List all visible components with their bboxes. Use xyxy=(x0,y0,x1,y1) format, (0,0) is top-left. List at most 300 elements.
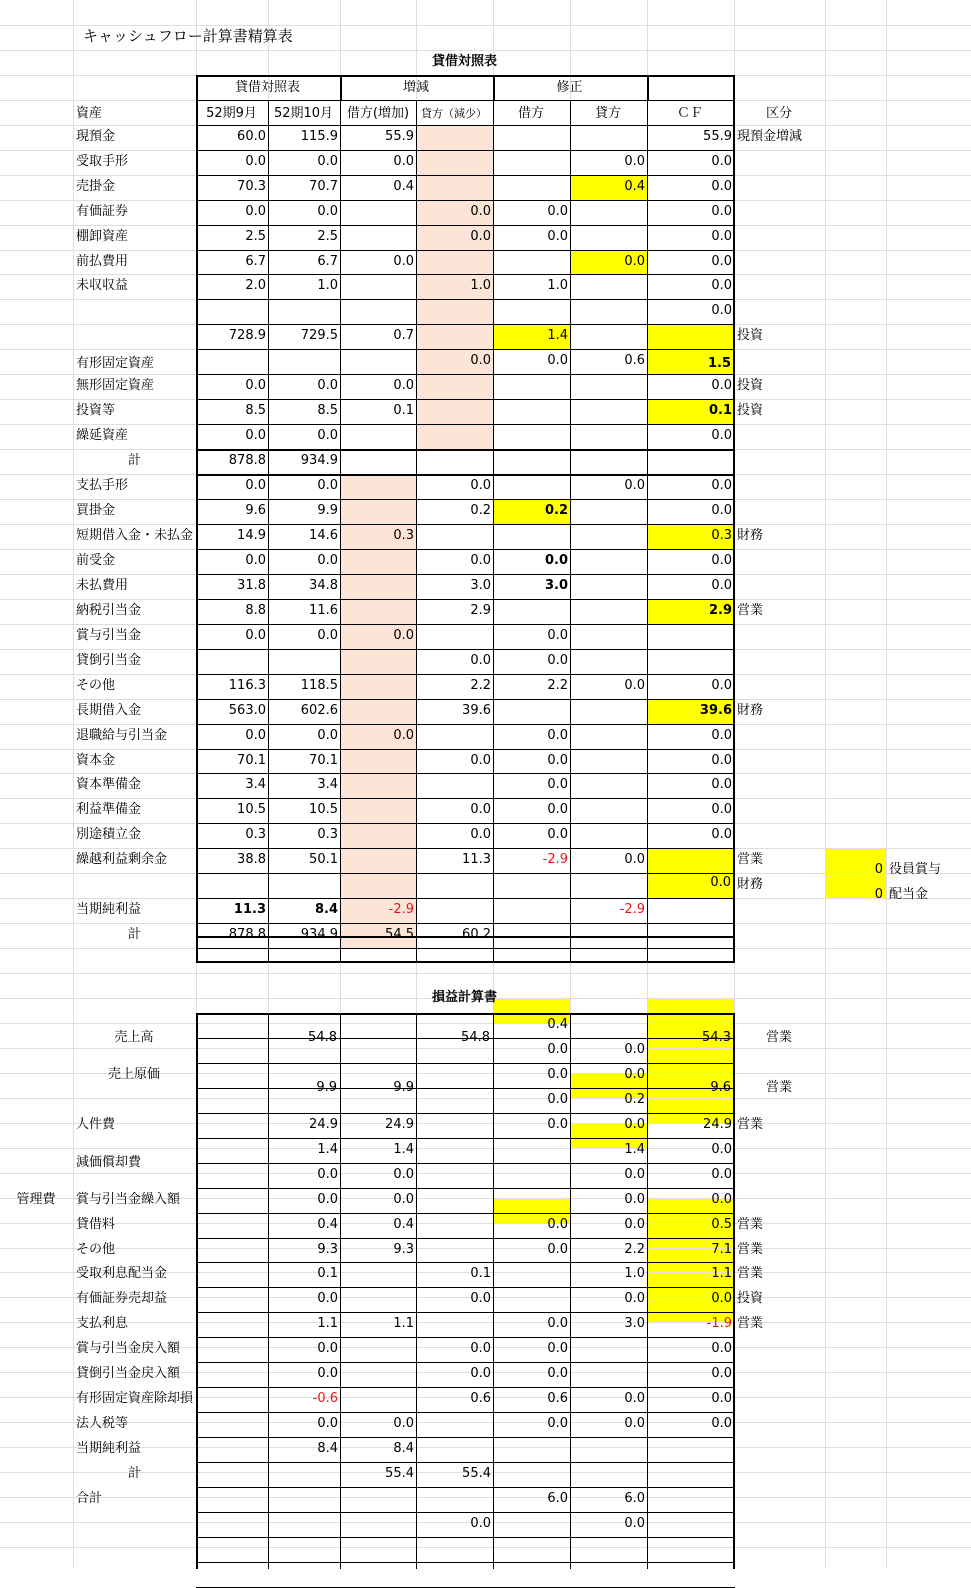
pl-section-title[interactable]: 損益計算書 xyxy=(431,990,497,1005)
bs-row-label[interactable]: 資本準備金 xyxy=(76,777,142,792)
pl-cell-d[interactable]: 0.0 xyxy=(393,1167,414,1182)
bs-cell-i[interactable]: 投資 xyxy=(737,378,764,393)
cogs-current[interactable]: 9.9 xyxy=(316,1080,337,1095)
pl-row-label[interactable]: 貸倒引当金戻入額 xyxy=(76,1366,181,1381)
cogs-cf[interactable]: 9.6 xyxy=(710,1080,731,1095)
pl-cell-g[interactable]: 0.0 xyxy=(624,1067,645,1082)
pl-row-label[interactable]: 有形固定資産除却損 xyxy=(76,1391,194,1406)
pl-cell-i[interactable]: 投資 xyxy=(737,1291,764,1306)
bs-cell-c[interactable]: 8.5 xyxy=(317,403,338,418)
bs-cell-h[interactable]: 39.6 xyxy=(699,703,732,718)
pl-cell-c[interactable]: 0.0 xyxy=(317,1291,338,1306)
bs-cell-b[interactable]: 10.5 xyxy=(237,802,266,817)
pl-cell-g[interactable]: 6.0 xyxy=(624,1491,645,1506)
side-dividend-value[interactable]: 0 xyxy=(874,887,883,902)
bs-cell-c[interactable]: 34.8 xyxy=(309,578,338,593)
pl-cell-i[interactable]: 営業 xyxy=(737,1117,764,1132)
bs-cell-c[interactable]: 9.9 xyxy=(317,503,338,518)
label-depreciation[interactable]: 減価償却費 xyxy=(76,1155,142,1170)
bs-cell-h[interactable]: 0.0 xyxy=(711,503,732,518)
pl-cell-d[interactable]: 24.9 xyxy=(385,1117,414,1132)
bs-section-title[interactable]: 貸借対照表 xyxy=(431,54,497,69)
pl-cell-i[interactable]: 営業 xyxy=(737,1242,764,1257)
pl-cell-f[interactable]: 0.0 xyxy=(547,1366,568,1381)
bs-cell-c[interactable]: 0.0 xyxy=(317,628,338,643)
bs-cell-e[interactable]: 0.0 xyxy=(470,753,491,768)
bs-cell-e[interactable]: 2.2 xyxy=(470,678,491,693)
pl-cell-h[interactable]: 0.0 xyxy=(711,1291,732,1306)
bs-cell-c[interactable]: 0.0 xyxy=(317,478,338,493)
bs-cell-d[interactable]: 0.7 xyxy=(393,328,414,343)
bs-cell-h[interactable]: 2.9 xyxy=(708,603,732,618)
bs-row-label[interactable]: その他 xyxy=(76,678,116,693)
bs-cell-b[interactable]: 0.0 xyxy=(245,428,266,443)
pl-cell-c[interactable]: 0.1 xyxy=(317,1266,338,1281)
header-adjust-debit[interactable]: 借方 xyxy=(517,106,544,121)
bs-cell-d[interactable]: 0.0 xyxy=(393,628,414,643)
bs-cell-g[interactable]: 0.4 xyxy=(624,179,645,194)
pl-cell-e[interactable]: 0.0 xyxy=(470,1341,491,1356)
pl-cell-d[interactable]: 9.3 xyxy=(393,1242,414,1257)
bs-cell-c[interactable]: 0.0 xyxy=(317,378,338,393)
bs-cell-f[interactable]: 1.4 xyxy=(547,328,568,343)
bs-cell-d[interactable]: 0.4 xyxy=(393,179,414,194)
bs-cell-h[interactable]: 0.0 xyxy=(711,303,732,318)
pl-cell-g[interactable]: 0.0 xyxy=(624,1516,645,1531)
bs-cell-e[interactable]: 60.2 xyxy=(462,927,491,942)
bs-cell-e[interactable]: 0.2 xyxy=(470,503,491,518)
bs-cell-d[interactable]: -2.9 xyxy=(388,902,414,917)
bs-cell-h[interactable]: 0.1 xyxy=(708,403,732,418)
pl-cell-i[interactable]: 営業 xyxy=(737,1316,764,1331)
bs-cell-h[interactable]: 0.0 xyxy=(711,204,732,219)
bs-cell-f[interactable]: 0.0 xyxy=(547,753,568,768)
pl-cell-c[interactable]: 9.3 xyxy=(317,1242,338,1257)
bs-cell-b[interactable]: 728.9 xyxy=(228,328,266,343)
pl-cell-f[interactable]: 0.0 xyxy=(547,1217,568,1232)
pl-cell-d[interactable]: 1.1 xyxy=(393,1316,414,1331)
bs-row-label[interactable]: 前受金 xyxy=(76,553,116,568)
bs-cell-h[interactable]: 0.0 xyxy=(711,827,732,842)
pl-cell-h[interactable]: -1.9 xyxy=(706,1316,732,1331)
bs-cell-d[interactable]: 0.0 xyxy=(393,378,414,393)
bs-cell-b[interactable]: 0.0 xyxy=(245,478,266,493)
sales-category[interactable]: 営業 xyxy=(765,1030,792,1045)
bs-cell-d[interactable]: 0.0 xyxy=(393,254,414,269)
pl-cell-g[interactable]: 0.0 xyxy=(624,1117,645,1132)
bs-cell-b[interactable]: 8.8 xyxy=(245,603,266,618)
bs-cell-b[interactable]: 0.3 xyxy=(245,827,266,842)
header-credit-decrease[interactable]: 貸方（減少） xyxy=(421,107,487,120)
pl-cell-c[interactable]: -0.6 xyxy=(312,1391,338,1406)
pl-cell-e[interactable]: 0.1 xyxy=(470,1266,491,1281)
pl-cell-f[interactable]: 0.0 xyxy=(547,1242,568,1257)
bs-row-label[interactable]: 短期借入金・未払金 xyxy=(76,528,194,543)
side-officer-bonus-label[interactable]: 役員賞与 xyxy=(889,862,942,877)
bs-cell-c[interactable]: 8.4 xyxy=(314,902,338,917)
bs-row-label[interactable]: 納税引当金 xyxy=(76,603,142,618)
pl-row-label[interactable]: 合計 xyxy=(76,1491,103,1506)
pl-cell-g[interactable]: 0.0 xyxy=(624,1416,645,1431)
bs-cell-f[interactable]: 0.2 xyxy=(544,503,568,518)
pl-cell-h[interactable]: 0.5 xyxy=(711,1217,732,1232)
label-tangible-fixed-assets[interactable]: 有形固定資産 xyxy=(76,356,155,371)
side-dividend-label[interactable]: 配当金 xyxy=(889,887,929,902)
bs-cell-e[interactable]: 0.0 xyxy=(470,827,491,842)
bs-row-label[interactable]: 受取手形 xyxy=(76,154,129,169)
bs-row-label[interactable]: 無形固定資産 xyxy=(76,378,155,393)
header-curr-period[interactable]: 52期10月 xyxy=(273,106,334,121)
pl-row-label[interactable]: 人件費 xyxy=(76,1117,116,1132)
bs-cell-g[interactable]: 0.0 xyxy=(624,678,645,693)
pl-cell-h[interactable]: 0.0 xyxy=(711,1167,732,1182)
bs-row-label[interactable]: 支払手形 xyxy=(76,478,129,493)
bs-cell-e[interactable]: 3.0 xyxy=(470,578,491,593)
bs-cell-c[interactable]: 70.1 xyxy=(309,753,338,768)
bs-cell-e[interactable]: 0.0 xyxy=(470,478,491,493)
pl-row-label[interactable]: 賞与引当金戻入額 xyxy=(76,1341,181,1356)
bs-cell-f[interactable]: 0.0 xyxy=(547,802,568,817)
header-group-adjust[interactable]: 修正 xyxy=(556,80,583,95)
bs-cell-c[interactable]: 0.0 xyxy=(317,553,338,568)
bs-cell-h[interactable]: 0.0 xyxy=(711,678,732,693)
bs-cell-d[interactable]: 0.0 xyxy=(393,154,414,169)
pl-cell-f[interactable]: 0.0 xyxy=(547,1117,568,1132)
bs-cell-c[interactable]: 602.6 xyxy=(300,703,338,718)
pl-cell-c[interactable]: 8.4 xyxy=(317,1441,338,1456)
header-category[interactable]: 区分 xyxy=(765,106,792,121)
pl-cell-h[interactable]: 7.1 xyxy=(711,1242,732,1257)
pl-cell-g[interactable]: 0.2 xyxy=(624,1092,645,1107)
bs-cell-e[interactable]: 1.0 xyxy=(470,278,491,293)
bs-row-label[interactable]: 計 xyxy=(127,927,141,942)
bs-cell-i[interactable]: 現預金増減 xyxy=(737,129,803,144)
bs-cell-h[interactable]: 0.0 xyxy=(711,777,732,792)
pl-cell-e[interactable]: 0.6 xyxy=(470,1391,491,1406)
pl-cell-c[interactable]: 24.9 xyxy=(309,1117,338,1132)
pl-cell-d[interactable]: 8.4 xyxy=(393,1441,414,1456)
bs-cell-c[interactable]: 729.5 xyxy=(300,328,338,343)
bs-cell-b[interactable]: 70.3 xyxy=(237,179,266,194)
bs-cell-b[interactable]: 3.4 xyxy=(245,777,266,792)
bs-cell-e[interactable]: 0.0 xyxy=(470,653,491,668)
bs-cell-c[interactable]: 3.4 xyxy=(317,777,338,792)
bs-cell-c[interactable]: 0.3 xyxy=(317,827,338,842)
bs-cell-f[interactable]: 2.2 xyxy=(547,678,568,693)
sales-credit[interactable]: 54.8 xyxy=(461,1030,490,1045)
bs-cell-h[interactable]: 0.0 xyxy=(711,753,732,768)
bs-cell-h[interactable]: 0.0 xyxy=(711,154,732,169)
pl-cell-f[interactable]: 0.0 xyxy=(547,1416,568,1431)
bs-cell-h[interactable]: 0.3 xyxy=(711,528,732,543)
bs-cell-f[interactable]: -2.9 xyxy=(542,852,568,867)
bs-cell-h[interactable]: 0.0 xyxy=(711,728,732,743)
pl-cell-f[interactable]: 0.4 xyxy=(547,1017,568,1032)
bs-cell-f[interactable]: 1.0 xyxy=(547,278,568,293)
bs-cell-c[interactable]: 115.9 xyxy=(300,129,338,144)
pl-cell-c[interactable]: 0.0 xyxy=(317,1341,338,1356)
bs-cell-g[interactable]: 0.0 xyxy=(624,154,645,169)
pl-cell-g[interactable]: 0.0 xyxy=(624,1217,645,1232)
pl-cell-g[interactable]: 1.0 xyxy=(624,1266,645,1281)
bs-cell-h[interactable]: 0.0 xyxy=(711,478,732,493)
pl-cell-f[interactable]: 0.0 xyxy=(547,1067,568,1082)
bs-row-label[interactable]: 未払費用 xyxy=(76,578,129,593)
pl-row-label[interactable]: その他 xyxy=(76,1242,116,1257)
pl-cell-f[interactable]: 0.0 xyxy=(547,1042,568,1057)
bs-cell-b[interactable]: 9.6 xyxy=(245,503,266,518)
bs-cell-h[interactable]: 55.9 xyxy=(703,129,732,144)
bs-cell-e[interactable]: 0.0 xyxy=(470,802,491,817)
bs-row-label[interactable]: 別途積立金 xyxy=(76,827,142,842)
pl-cell-f[interactable]: 6.0 xyxy=(547,1491,568,1506)
bs-cell-f[interactable]: 0.0 xyxy=(547,653,568,668)
pl-cell-g[interactable]: 2.2 xyxy=(624,1242,645,1257)
bs-cell-h[interactable]: 0.0 xyxy=(711,278,732,293)
bs-row-label[interactable]: 前払費用 xyxy=(76,254,129,269)
pl-cell-d[interactable]: 0.4 xyxy=(393,1217,414,1232)
bs-cell-e[interactable]: 2.9 xyxy=(470,603,491,618)
sheet-title[interactable]: キャッシュフロー計算書精算表 xyxy=(83,27,293,45)
bs-cell-b[interactable]: 878.8 xyxy=(228,927,266,942)
pl-row-label[interactable]: 当期純利益 xyxy=(76,1441,142,1456)
bs-cell-c[interactable]: 0.0 xyxy=(317,428,338,443)
bs-row-label[interactable]: 繰越利益剰余金 xyxy=(76,852,168,867)
bs-row-label[interactable]: 有価証券 xyxy=(76,204,129,219)
bs-cell-h[interactable]: 0.0 xyxy=(711,378,732,393)
bs-cell-f[interactable]: 0.0 xyxy=(547,229,568,244)
bs-cell-b[interactable]: 0.0 xyxy=(245,378,266,393)
pl-cell-g[interactable]: 0.0 xyxy=(624,1192,645,1207)
bs-cell-b[interactable]: 0.0 xyxy=(245,204,266,219)
bs-row-label[interactable]: 当期純利益 xyxy=(76,902,142,917)
bs-cell-f[interactable]: 0.0 xyxy=(547,353,568,368)
bs-cell-d[interactable]: 0.3 xyxy=(393,528,414,543)
pl-cell-e[interactable]: 55.4 xyxy=(462,1466,491,1481)
bs-cell-c[interactable]: 118.5 xyxy=(300,678,338,693)
bs-cell-c[interactable]: 14.6 xyxy=(309,528,338,543)
pl-cell-h[interactable]: 0.0 xyxy=(711,1416,732,1431)
bs-cell-h[interactable]: 0.0 xyxy=(711,553,732,568)
bs-row-label[interactable]: 利益準備金 xyxy=(76,802,142,817)
pl-row-label[interactable]: 法人税等 xyxy=(76,1416,129,1431)
bs-cell-b[interactable]: 8.5 xyxy=(245,403,266,418)
bs-cell-c[interactable]: 50.1 xyxy=(309,852,338,867)
bs-cell-i[interactable]: 財務 xyxy=(737,877,764,892)
pl-row-label[interactable]: 計 xyxy=(127,1466,141,1481)
pl-cell-g[interactable]: 3.0 xyxy=(624,1316,645,1331)
pl-cell-c[interactable]: 0.0 xyxy=(317,1416,338,1431)
pl-cell-g[interactable]: 0.0 xyxy=(624,1291,645,1306)
pl-cell-e[interactable]: 0.0 xyxy=(470,1366,491,1381)
cogs-debit[interactable]: 9.9 xyxy=(393,1080,414,1095)
pl-row-label[interactable]: 支払利息 xyxy=(76,1316,129,1331)
bs-cell-i[interactable]: 営業 xyxy=(737,603,764,618)
pl-cell-c[interactable]: 0.0 xyxy=(317,1192,338,1207)
pl-cell-c[interactable]: 0.4 xyxy=(317,1217,338,1232)
pl-cell-f[interactable]: 0.0 xyxy=(547,1341,568,1356)
bs-cell-c[interactable]: 934.9 xyxy=(300,453,338,468)
bs-cell-i[interactable]: 財務 xyxy=(737,703,764,718)
bs-cell-h[interactable]: 0.0 xyxy=(711,229,732,244)
bs-row-label[interactable]: 資本金 xyxy=(76,753,116,768)
bs-cell-c[interactable]: 0.0 xyxy=(317,204,338,219)
pl-row-label[interactable]: 受取利息配当金 xyxy=(76,1266,168,1281)
pl-row-label[interactable]: 貸借料 xyxy=(76,1217,116,1232)
header-prev-period[interactable]: 52期9月 xyxy=(206,106,257,121)
bs-cell-b[interactable]: 2.5 xyxy=(245,229,266,244)
bs-cell-g[interactable]: -2.9 xyxy=(619,902,645,917)
pl-cell-f[interactable]: 0.6 xyxy=(547,1391,568,1406)
bs-cell-g[interactable]: 0.6 xyxy=(624,353,645,368)
bs-cell-h[interactable]: 0.0 xyxy=(711,254,732,269)
bs-cell-d[interactable]: 54.5 xyxy=(385,927,414,942)
bs-cell-b[interactable]: 116.3 xyxy=(228,678,266,693)
bs-cell-b[interactable]: 0.0 xyxy=(245,154,266,169)
bs-cell-b[interactable]: 38.8 xyxy=(237,852,266,867)
pl-cell-g[interactable]: 0.0 xyxy=(624,1042,645,1057)
bs-cell-c[interactable]: 6.7 xyxy=(317,254,338,269)
pl-cell-h[interactable]: 0.0 xyxy=(711,1192,732,1207)
pl-cell-d[interactable]: 1.4 xyxy=(393,1142,414,1157)
header-adjust-credit[interactable]: 貸方 xyxy=(594,106,621,121)
bs-cell-h[interactable]: 0.0 xyxy=(711,578,732,593)
bs-row-label[interactable]: 未収収益 xyxy=(76,278,129,293)
pl-cell-g[interactable]: 1.4 xyxy=(624,1142,645,1157)
bs-cell-b[interactable]: 70.1 xyxy=(237,753,266,768)
pl-cell-c[interactable]: 0.0 xyxy=(317,1366,338,1381)
bs-cell-b[interactable]: 31.8 xyxy=(237,578,266,593)
bs-cell-d[interactable]: 0.1 xyxy=(393,403,414,418)
bs-row-label[interactable]: 計 xyxy=(127,453,141,468)
label-admin-expenses[interactable]: 管理費 xyxy=(16,1192,56,1207)
pl-cell-d[interactable]: 0.0 xyxy=(393,1416,414,1431)
bs-cell-i[interactable]: 投資 xyxy=(737,328,764,343)
side-officer-bonus-value[interactable]: 0 xyxy=(874,862,883,877)
bs-row-label[interactable]: 長期借入金 xyxy=(76,703,142,718)
bs-cell-h[interactable]: 0.0 xyxy=(711,428,732,443)
bs-cell-b[interactable]: 14.9 xyxy=(237,528,266,543)
bs-cell-g[interactable]: 0.0 xyxy=(624,478,645,493)
pl-cell-e[interactable]: 0.0 xyxy=(470,1291,491,1306)
pl-cell-f[interactable]: 0.0 xyxy=(547,1092,568,1107)
bs-cell-b[interactable]: 0.0 xyxy=(245,728,266,743)
bs-row-label[interactable]: 繰延資産 xyxy=(76,428,129,443)
bs-cell-e[interactable]: 0.0 xyxy=(470,353,491,368)
bs-cell-c[interactable]: 0.0 xyxy=(317,154,338,169)
bs-cell-e[interactable]: 0.0 xyxy=(470,229,491,244)
bs-cell-i[interactable]: 投資 xyxy=(737,403,764,418)
sales-cf[interactable]: 54.3 xyxy=(702,1030,731,1045)
bs-cell-c[interactable]: 934.9 xyxy=(300,927,338,942)
bs-cell-b[interactable]: 6.7 xyxy=(245,254,266,269)
bs-cell-f[interactable]: 0.0 xyxy=(547,827,568,842)
cogs-category[interactable]: 営業 xyxy=(765,1080,792,1095)
bs-row-label[interactable]: 貸倒引当金 xyxy=(76,653,142,668)
pl-cell-g[interactable]: 0.0 xyxy=(624,1167,645,1182)
bs-cell-c[interactable]: 0.0 xyxy=(317,728,338,743)
bs-cell-i[interactable]: 営業 xyxy=(737,852,764,867)
bs-cell-c[interactable]: 70.7 xyxy=(309,179,338,194)
bs-cell-c[interactable]: 2.5 xyxy=(317,229,338,244)
header-cf[interactable]: ＣＦ xyxy=(676,106,703,121)
pl-cell-e[interactable]: 0.0 xyxy=(470,1516,491,1531)
bs-cell-f[interactable]: 0.0 xyxy=(544,553,568,568)
pl-cell-h[interactable]: 1.1 xyxy=(711,1266,732,1281)
bs-cell-e[interactable]: 0.0 xyxy=(470,553,491,568)
bs-cell-b[interactable]: 2.0 xyxy=(245,278,266,293)
pl-cell-d[interactable]: 55.4 xyxy=(385,1466,414,1481)
bs-cell-b[interactable]: 0.0 xyxy=(245,628,266,643)
pl-cell-h[interactable]: 0.0 xyxy=(711,1366,732,1381)
bs-cell-f[interactable]: 0.0 xyxy=(547,628,568,643)
bs-cell-e[interactable]: 0.0 xyxy=(470,204,491,219)
bs-cell-c[interactable]: 10.5 xyxy=(309,802,338,817)
bs-cell-b[interactable]: 0.0 xyxy=(245,553,266,568)
bs-row-label[interactable]: 退職給与引当金 xyxy=(76,728,168,743)
pl-cell-i[interactable]: 営業 xyxy=(737,1266,764,1281)
pl-cell-h[interactable]: 24.9 xyxy=(703,1117,732,1132)
header-group-change[interactable]: 増減 xyxy=(402,80,429,95)
header-group-bs[interactable]: 貸借対照表 xyxy=(234,80,300,95)
bs-cell-f[interactable]: 0.0 xyxy=(547,204,568,219)
bs-cell-f[interactable]: 0.0 xyxy=(547,777,568,792)
bs-row-label[interactable]: 投資等 xyxy=(76,403,116,418)
bs-cell-g[interactable]: 0.0 xyxy=(624,852,645,867)
bs-cell-b[interactable]: 11.3 xyxy=(233,902,266,917)
bs-row-label[interactable]: 売掛金 xyxy=(76,179,116,194)
bs-cell-c[interactable]: 1.0 xyxy=(317,278,338,293)
bs-cell-b[interactable]: 878.8 xyxy=(228,453,266,468)
bs-cell-b[interactable]: 563.0 xyxy=(228,703,266,718)
pl-cell-h[interactable]: 0.0 xyxy=(711,1341,732,1356)
bs-cell-e[interactable]: 11.3 xyxy=(462,852,491,867)
pl-cell-d[interactable]: 0.0 xyxy=(393,1192,414,1207)
cf-tangible-fixed-assets[interactable]: 1.5 xyxy=(707,356,731,371)
label-sales[interactable]: 売上高 xyxy=(114,1030,154,1045)
pl-cell-f[interactable]: 0.0 xyxy=(547,1316,568,1331)
header-debit-increase[interactable]: 借方(増加) xyxy=(346,106,410,121)
bs-cell-b[interactable]: 60.0 xyxy=(237,129,266,144)
bs-cell-f[interactable]: 3.0 xyxy=(544,578,568,593)
pl-row-label[interactable]: 賞与引当金繰入額 xyxy=(76,1192,181,1207)
bs-cell-e[interactable]: 39.6 xyxy=(462,703,491,718)
pl-cell-g[interactable]: 0.0 xyxy=(624,1391,645,1406)
bs-cell-c[interactable]: 11.6 xyxy=(309,603,338,618)
sales-current[interactable]: 54.8 xyxy=(308,1030,337,1045)
bs-row-label[interactable]: 買掛金 xyxy=(76,503,116,518)
bs-row-label[interactable]: 賞与引当金 xyxy=(76,628,142,643)
bs-cell-f[interactable]: 0.0 xyxy=(547,728,568,743)
pl-cell-c[interactable]: 0.0 xyxy=(317,1167,338,1182)
bs-cell-i[interactable]: 財務 xyxy=(737,528,764,543)
pl-cell-c[interactable]: 1.4 xyxy=(317,1142,338,1157)
bs-cell-g[interactable]: 0.0 xyxy=(624,254,645,269)
bs-row-label[interactable]: 現預金 xyxy=(76,129,116,144)
pl-row-label[interactable]: 有価証券売却益 xyxy=(76,1291,168,1306)
pl-cell-c[interactable]: 1.1 xyxy=(317,1316,338,1331)
label-cogs[interactable]: 売上原価 xyxy=(107,1067,160,1082)
bs-row-label[interactable]: 棚卸資産 xyxy=(76,229,129,244)
pl-cell-h[interactable]: 0.0 xyxy=(711,1391,732,1406)
pl-cell-h[interactable]: 0.0 xyxy=(711,1142,732,1157)
bs-cell-d[interactable]: 0.0 xyxy=(393,728,414,743)
header-assets[interactable]: 資産 xyxy=(76,106,103,121)
pl-cell-i[interactable]: 営業 xyxy=(737,1217,764,1232)
bs-cell-d[interactable]: 55.9 xyxy=(385,129,414,144)
cf-retained-earnings[interactable]: 0.0 xyxy=(710,875,731,890)
bs-cell-h[interactable]: 0.0 xyxy=(711,802,732,817)
